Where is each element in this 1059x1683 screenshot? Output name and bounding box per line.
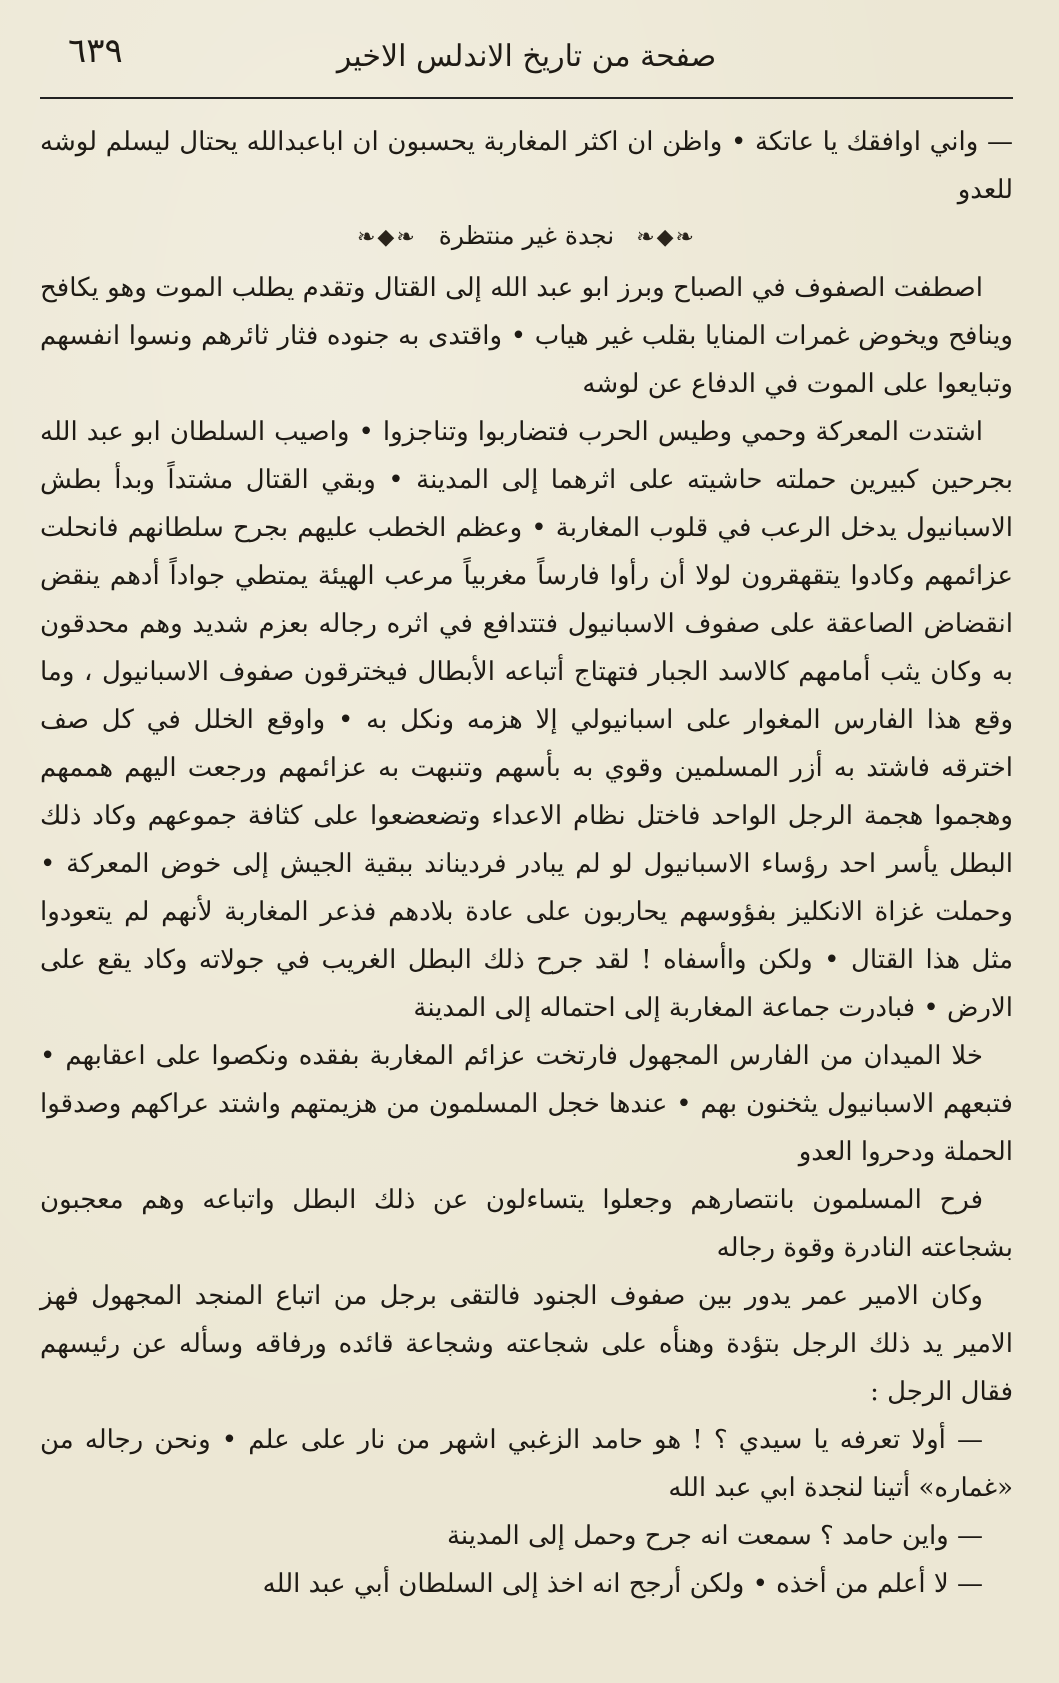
dialogue-line: — واين حامد ؟ سمعت انه جرح وحمل إلى المدينة (446, 1520, 983, 1551)
ornament-left-icon: ❧◆❧ (356, 224, 417, 250)
ornament-right-icon: ❧◆❧ (636, 224, 696, 250)
header-rule (40, 97, 1013, 99)
page-body (40, 118, 1013, 1608)
paragraph: اشتدت المعركة وحمي وطيس الحرب فتضاربوا وتناجزوا • واصيب السلطان ابو عبد الله بجرحين كبيرين حملته حاشيته على اثرهما إلى المدينة • وبقي القتال مشتداً وبدأ بطش الاسبانيول يدخل الرعب في قلوب المغاربة • وعظم الخطب عليهم بجرح سلطانهم فانحلت عزائمهم وكادوا يتقهقرون لولا أن رأوا فارساً مغربياً مرعب الهيئة يمتطي جواداً أدهم ينقض انقضاض الصاعقة على صفوف الاسبانيول فتتدافع في اثره رجاله بعزم شديد وهم محدقون به وكان يثب أمامهم كالاسد الجبار فتهتاج أتباعه الأبطال فيخترقون صفوف الاسبانيول ، وما وقع هذا الفارس المغوار على اسبانيولي إلا هزمه ونكل به • واوقع الخلل في كل صف اخترقه فاشتد به أزر المسلمين وقوي به بأسهم وتنبهت به عزائمهم ورجعت اليهم هممهم وهجموا هجمة الرجل الواحد فاختل نظام الاعداء وتضعضعوا على كثافة جموعهم وكاد ذلك البطل يأسر احد رؤساء الاسبانيول لو لم يبادر فرديناند ببقية الجيش إلى خوض المعركة • وحملت غزاة الانكليز بفؤوسهم يحاربون على عادة بلادهم فذعر المغاربة لأنهم لم يتعودوا مثل هذا القتال • ولكن واأسفاه ! لقد جرح ذلك البطل الغريب في جولاته وكاد يقع على الارض • فبادرت جماعة المغاربة إلى احتماله إلى المدينة (40, 416, 1013, 1023)
dialogue-line: — لا أعلم من أخذه • ولكن أرجح انه اخذ إلى السلطان أبي عبد الله (262, 1568, 983, 1599)
paragraph: خلا الميدان من الفارس المجهول فارتخت عزائم المغاربة بفقده ونكصوا على اعقابهم • فتبعهم الاسبانيول يثخنون بهم • عندها خجل المسلمون من هزيمتهم واشتد عراكهم وصدقوا الحملة ودحروا العدو (40, 1040, 1013, 1167)
paragraph: فرح المسلمون بانتصارهم وجعلوا يتساءلون عن ذلك البطل واتباعه وهم معجبون بشجاعته النادرة وقوة رجاله (40, 1184, 1013, 1263)
running-head: صفحة من تاريخ الاندلس الاخير (336, 39, 717, 74)
opening-dialogue-line: — واني اوافقك يا عاتكة • واظن ان اكثر المغاربة يحسبون ان اباعبدالله يحتال ليسلم لوشه للعدو (40, 127, 1013, 205)
dialogue-line: — أولا تعرفه يا سيدي ؟ ! هو حامد الزغبي اشهر من نار على علم • ونحن رجاله من «غماره» أتينا لنجدة ابي عبد الله (40, 1424, 1013, 1503)
section-title: نجدة غير منتظرة (438, 221, 615, 250)
paragraph: اصطفت الصفوف في الصباح وبرز ابو عبد الله إلى القتال وتقدم يطلب الموت وهو يكافح وينافح ويخوض غمرات المنايا بقلب غير هياب • واقتدى به جنوده فثار ثائرهم ونسوا انفسهم وتبايعوا على الموت في الدفاع عن لوشه (40, 272, 1013, 399)
section-heading (40, 214, 1013, 260)
paragraph: وكان الامير عمر يدور بين صفوف الجنود فالتقى برجل من اتباع المنجد المجهول فهز الامير يد ذلك الرجل بتؤدة وهنأه على شجاعته وشجاعة قائده ورفاقه وسأله عن رئيسهم فقال الرجل : (40, 1280, 1013, 1407)
page-number: ٦٣٩ (68, 31, 123, 71)
page-header (40, 0, 1013, 74)
